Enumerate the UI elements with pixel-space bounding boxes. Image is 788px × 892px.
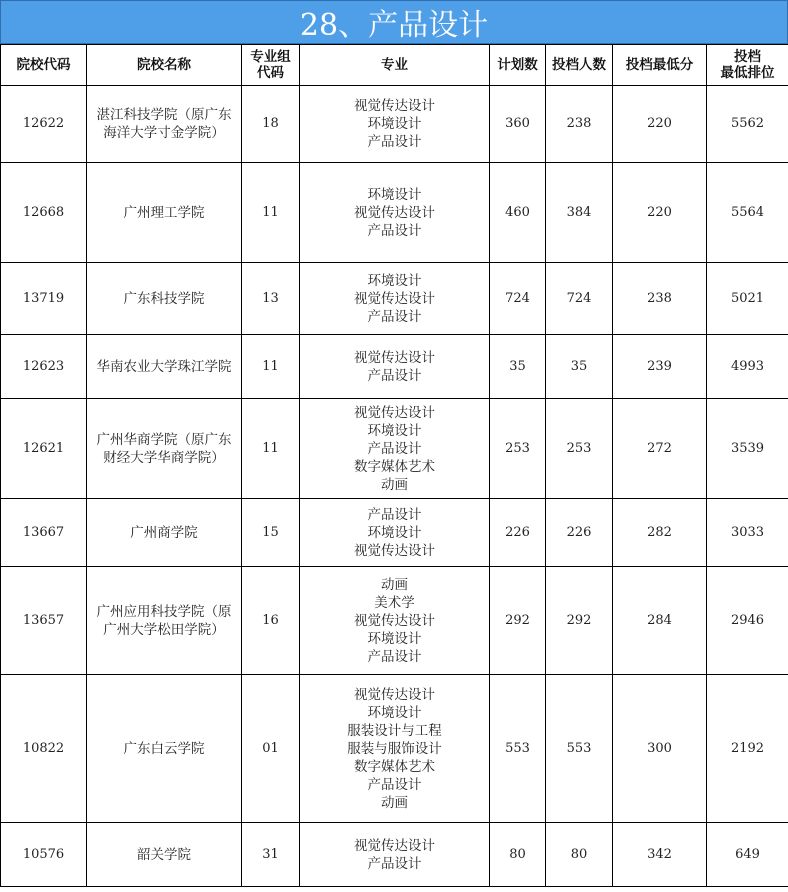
major-item: 环境设计 <box>367 704 422 721</box>
cell-min-score: 272 <box>613 399 707 499</box>
table-body <box>1 86 788 887</box>
cell-min-score: 282 <box>613 499 707 567</box>
cell-min-rank: 2946 <box>707 567 788 675</box>
cell-plan: 460 <box>490 163 546 263</box>
cell-admitted: 384 <box>546 163 613 263</box>
cell-min-rank: 649 <box>707 823 788 887</box>
header-rank <box>707 45 788 86</box>
cell-group: 15 <box>242 499 300 567</box>
major-item: 视觉传达设计 <box>354 612 435 629</box>
cell-admitted: 226 <box>546 499 613 567</box>
cell-majors <box>300 399 490 499</box>
major-item: 环境设计 <box>367 422 422 439</box>
cell-min-rank: 2192 <box>707 675 788 823</box>
cell-majors <box>300 675 490 823</box>
cell-majors <box>300 263 490 335</box>
cell-group: 13 <box>242 263 300 335</box>
cell-majors <box>300 823 490 887</box>
cell-name: 湛江科技学院（原广东海洋大学寸金学院） <box>87 86 242 163</box>
cell-min-score: 300 <box>613 675 707 823</box>
cell-majors <box>300 499 490 567</box>
major-item: 视觉传达设计 <box>354 98 435 114</box>
header-min-score: 投档最低分 <box>613 45 707 86</box>
major-item: 环境设计 <box>367 272 422 289</box>
cell-code: 13719 <box>1 263 87 335</box>
major-item: 视觉传达设计 <box>354 686 435 703</box>
major-item: 环境设计 <box>367 630 422 647</box>
major-item: 视觉传达设计 <box>354 349 435 366</box>
admission-table <box>0 44 788 887</box>
cell-min-rank: 5562 <box>707 86 788 163</box>
cell-code: 13667 <box>1 499 87 567</box>
cell-admitted: 253 <box>546 399 613 499</box>
cell-min-score: 239 <box>613 335 707 399</box>
cell-name: 韶关学院 <box>87 823 242 887</box>
cell-majors <box>300 86 490 163</box>
major-item: 视觉传达设计 <box>354 837 435 854</box>
cell-min-rank: 5564 <box>707 163 788 263</box>
table-row <box>1 823 788 887</box>
cell-plan: 253 <box>490 399 546 499</box>
major-item: 环境设计 <box>367 186 422 203</box>
major-item: 服装设计与工程 <box>347 722 442 739</box>
major-item: 产品设计 <box>367 308 422 325</box>
page-title: 28、产品设计 <box>0 0 788 44</box>
cell-min-rank: 3539 <box>707 399 788 499</box>
cell-admitted: 724 <box>546 263 613 335</box>
major-item: 视觉传达设计 <box>354 290 435 307</box>
header-group <box>242 45 300 86</box>
cell-name: 广州理工学院 <box>87 163 242 263</box>
header-group-line1: 专业组 <box>250 49 291 65</box>
cell-admitted: 35 <box>546 335 613 399</box>
header-plan: 计划数 <box>490 45 546 86</box>
major-item: 动画 <box>381 794 408 811</box>
cell-min-rank: 3033 <box>707 499 788 567</box>
table-row <box>1 335 788 399</box>
cell-code: 12668 <box>1 163 87 263</box>
major-item: 环境设计 <box>367 116 422 132</box>
header-group-line2: 代码 <box>257 65 284 81</box>
table-row <box>1 263 788 335</box>
major-item: 服装与服饰设计 <box>347 740 442 757</box>
major-item: 产品设计 <box>367 222 422 239</box>
cell-plan: 553 <box>490 675 546 823</box>
major-item: 产品设计 <box>367 440 422 457</box>
header-major: 专业 <box>300 45 490 86</box>
header-rank-line2: 最低排位 <box>720 65 775 81</box>
cell-plan: 35 <box>490 335 546 399</box>
cell-code: 10822 <box>1 675 87 823</box>
cell-majors <box>300 335 490 399</box>
major-item: 产品设计 <box>367 367 422 384</box>
cell-group: 01 <box>242 675 300 823</box>
cell-min-score: 220 <box>613 86 707 163</box>
major-item: 数字媒体艺术 <box>354 458 435 475</box>
major-item: 产品设计 <box>367 776 422 793</box>
major-item: 视觉传达设计 <box>354 404 435 421</box>
header-code: 院校代码 <box>1 45 87 86</box>
cell-plan: 80 <box>490 823 546 887</box>
cell-majors <box>300 567 490 675</box>
major-item: 动画 <box>381 576 408 593</box>
cell-code: 13657 <box>1 567 87 675</box>
header-rank-line1: 投档 <box>734 49 761 65</box>
major-item: 产品设计 <box>367 648 422 665</box>
cell-code: 10576 <box>1 823 87 887</box>
cell-name: 广东白云学院 <box>87 675 242 823</box>
cell-group: 16 <box>242 567 300 675</box>
major-item: 动画 <box>381 476 408 493</box>
cell-plan: 724 <box>490 263 546 335</box>
cell-group: 11 <box>242 335 300 399</box>
cell-name: 华南农业大学珠江学院 <box>87 335 242 399</box>
table-row <box>1 399 788 499</box>
table-header-row <box>1 45 788 86</box>
cell-admitted: 292 <box>546 567 613 675</box>
table-row <box>1 499 788 567</box>
table-row <box>1 86 788 163</box>
major-item: 产品设计 <box>367 855 422 872</box>
cell-group: 11 <box>242 399 300 499</box>
cell-group: 31 <box>242 823 300 887</box>
cell-plan: 360 <box>490 86 546 163</box>
major-item: 产品设计 <box>367 134 422 150</box>
cell-min-score: 284 <box>613 567 707 675</box>
cell-admitted: 553 <box>546 675 613 823</box>
major-item: 视觉传达设计 <box>354 542 435 559</box>
cell-admitted: 238 <box>546 86 613 163</box>
cell-name: 广州商学院 <box>87 499 242 567</box>
major-item: 视觉传达设计 <box>354 204 435 221</box>
cell-name: 广州应用科技学院（原广州大学松田学院） <box>87 567 242 675</box>
cell-min-rank: 4993 <box>707 335 788 399</box>
cell-admitted: 80 <box>546 823 613 887</box>
cell-min-score: 342 <box>613 823 707 887</box>
cell-code: 12623 <box>1 335 87 399</box>
table-row <box>1 567 788 675</box>
cell-code: 12622 <box>1 86 87 163</box>
cell-code: 12621 <box>1 399 87 499</box>
cell-majors <box>300 163 490 263</box>
header-name: 院校名称 <box>87 45 242 86</box>
major-item: 产品设计 <box>367 506 422 523</box>
table-row <box>1 163 788 263</box>
cell-group: 18 <box>242 86 300 163</box>
header-admitted: 投档人数 <box>546 45 613 86</box>
cell-min-score: 238 <box>613 263 707 335</box>
major-item: 数字媒体艺术 <box>354 758 435 775</box>
cell-min-score: 220 <box>613 163 707 263</box>
cell-min-rank: 5021 <box>707 263 788 335</box>
cell-plan: 292 <box>490 567 546 675</box>
major-item: 美术学 <box>374 594 415 611</box>
table-row <box>1 675 788 823</box>
cell-group: 11 <box>242 163 300 263</box>
cell-name: 广州华商学院（原广东财经大学华商学院） <box>87 399 242 499</box>
major-item: 环境设计 <box>367 524 422 541</box>
cell-name: 广东科技学院 <box>87 263 242 335</box>
cell-plan: 226 <box>490 499 546 567</box>
